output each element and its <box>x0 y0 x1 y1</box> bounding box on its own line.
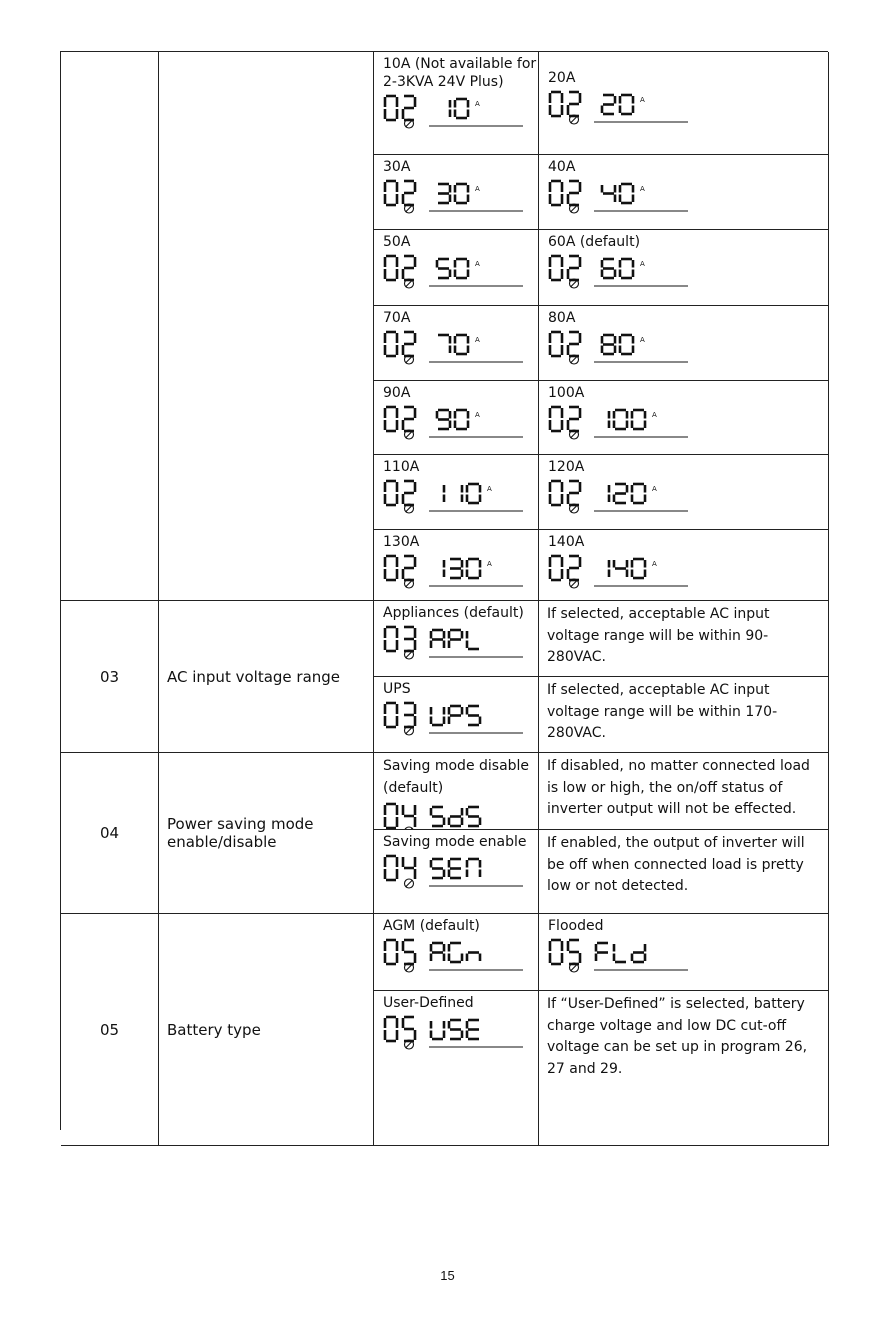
lcd-display <box>548 478 698 514</box>
lcd-value-digit <box>632 484 645 503</box>
lcd-program-digit <box>403 96 415 120</box>
lcd-value-digit <box>455 99 468 118</box>
page-number: 15 <box>440 1268 455 1283</box>
lcd-display <box>383 853 533 889</box>
lcd-program-digit <box>403 940 415 964</box>
lcd-value-digit <box>455 184 468 203</box>
lcd-program-digit <box>550 481 562 505</box>
option-cell <box>539 306 829 381</box>
lcd-unit: A <box>475 260 480 268</box>
lcd-program-digit <box>550 332 562 356</box>
program-description: Battery type <box>159 914 374 1146</box>
lcd-program-digit <box>568 407 580 431</box>
lcd-program-digit <box>385 703 397 727</box>
lcd-program-digit <box>403 256 415 280</box>
option-cell <box>374 530 539 601</box>
option-cell <box>539 230 829 306</box>
lcd-value-digit <box>431 859 444 878</box>
lcd-program-digit <box>568 181 580 205</box>
option-label: 20A <box>548 70 576 86</box>
option-label: Saving mode enable <box>383 834 527 850</box>
lcd-value-digit <box>620 95 633 114</box>
row-number-cell <box>61 52 159 601</box>
lcd-value-digit <box>632 944 645 962</box>
option-cell <box>374 677 539 753</box>
lcd-program-digit <box>403 332 415 356</box>
option-label: Flooded <box>548 918 604 934</box>
lcd-program-digit <box>385 1017 397 1041</box>
lcd-program-digit <box>385 96 397 120</box>
lcd-value-digit <box>431 707 444 725</box>
lcd-unit: A <box>475 185 480 193</box>
lcd-unit: A <box>640 336 645 344</box>
lcd-value-digit <box>467 953 480 962</box>
lcd-display <box>383 478 533 514</box>
lcd-value-digit <box>467 631 479 649</box>
lcd-program-digit <box>385 481 397 505</box>
option-label: 110A <box>383 459 420 475</box>
lcd-value-digit <box>467 859 480 877</box>
lcd-value-digit <box>449 1020 462 1039</box>
lcd-program-digit <box>403 1017 415 1041</box>
lcd-value-digit <box>614 560 627 577</box>
option-label: 140A <box>548 534 585 550</box>
lcd-value-digit <box>467 1020 479 1039</box>
lcd-display <box>383 801 533 830</box>
lcd-value-digit <box>437 410 450 429</box>
lcd-program-digit <box>568 256 580 280</box>
lcd-value-digit <box>620 259 633 278</box>
option-label: 70A <box>383 310 411 326</box>
lcd-program-digit <box>385 804 397 828</box>
lcd-value-digit <box>455 259 468 278</box>
lcd-program-digit <box>550 92 562 116</box>
option-cell <box>374 455 539 530</box>
lcd-display <box>548 89 698 125</box>
option-label: 100A <box>548 385 585 401</box>
program-number: 05 <box>61 914 159 1146</box>
lcd-value-digit <box>596 943 608 961</box>
option-cell <box>374 155 539 230</box>
lcd-value-digit <box>449 630 462 648</box>
option-label: Saving mode disable (default) <box>383 758 530 796</box>
lcd-program-digit <box>403 556 415 580</box>
lcd-value-digit <box>431 630 444 648</box>
option-note: If selected, acceptable AC input voltage range will be within 170-280VAC. <box>539 677 829 753</box>
lcd-value-digit <box>431 807 444 826</box>
lcd-value-digit <box>449 808 462 826</box>
lcd-unit: A <box>487 485 492 493</box>
option-label: 30A <box>383 159 411 175</box>
program-number: 03 <box>61 601 159 753</box>
option-cell <box>539 914 829 991</box>
lcd-program-digit <box>385 407 397 431</box>
lcd-value-digit <box>438 184 450 203</box>
option-note: If disabled, no matter connected load is low or high, the on/off status of inverter output will not be effected. <box>539 753 829 830</box>
option-cell <box>374 381 539 455</box>
option-cell <box>374 991 539 1146</box>
lcd-unit: A <box>652 485 657 493</box>
option-cell <box>374 601 539 677</box>
lcd-program-digit <box>550 940 562 964</box>
option-label: 40A <box>548 159 576 175</box>
option-note: If “User-Defined” is selected, battery charge voltage and low DC cut-off voltage can be set up in program 26, 27 and 29. <box>539 991 829 1146</box>
option-label: AGM (default) <box>383 918 480 934</box>
option-cell <box>374 52 539 155</box>
option-label: 60A (default) <box>548 234 641 250</box>
option-note: If selected, acceptable AC input voltage range will be within 90-280VAC. <box>539 601 829 677</box>
lcd-program-digit <box>403 181 415 205</box>
lcd-value-digit <box>620 335 633 354</box>
option-cell <box>539 381 829 455</box>
lcd-program-digit <box>550 556 562 580</box>
lcd-program-digit <box>568 332 580 356</box>
lcd-display <box>548 937 698 973</box>
row-description-cell <box>159 52 374 601</box>
lcd-value-digit <box>449 943 462 962</box>
lcd-unit: A <box>652 560 657 568</box>
option-cell <box>539 52 829 155</box>
lcd-program-digit <box>404 627 415 651</box>
option-cell <box>539 155 829 230</box>
lcd-program-digit <box>568 481 580 505</box>
option-label: 80A <box>548 310 576 326</box>
lcd-value-digit <box>467 706 480 725</box>
lcd-unit: A <box>475 411 480 419</box>
lcd-display <box>548 553 698 589</box>
option-label: 90A <box>383 385 411 401</box>
option-label: 130A <box>383 534 420 550</box>
lcd-display <box>383 253 533 289</box>
lcd-value-digit <box>467 559 480 578</box>
lcd-value-digit <box>431 943 444 961</box>
lcd-unit: A <box>652 411 657 419</box>
lcd-value-digit <box>614 484 627 503</box>
option-cell <box>374 914 539 991</box>
lcd-unit: A <box>640 185 645 193</box>
lcd-unit: A <box>475 336 480 344</box>
option-cell <box>374 230 539 306</box>
lcd-program-digit <box>404 703 415 727</box>
lcd-value-digit <box>449 706 462 724</box>
lcd-value-digit <box>431 1021 444 1039</box>
lcd-unit: A <box>487 560 492 568</box>
lcd-value-digit <box>455 410 468 429</box>
settings-table <box>60 51 828 1130</box>
lcd-display <box>383 700 533 736</box>
lcd-program-digit <box>403 857 415 879</box>
option-label: 10A (Not available for 2-3KVA 24V Plus) <box>383 56 537 90</box>
wrench-icon <box>405 879 414 888</box>
lcd-display <box>548 178 698 214</box>
lcd-program-digit <box>568 92 580 116</box>
lcd-program-digit <box>568 940 580 964</box>
option-label: 120A <box>548 459 585 475</box>
lcd-program-digit <box>568 556 580 580</box>
option-label: Appliances (default) <box>383 605 524 621</box>
lcd-value-digit <box>467 807 480 826</box>
lcd-value-digit <box>602 259 615 278</box>
lcd-display <box>548 329 698 365</box>
lcd-unit: A <box>640 96 645 104</box>
lcd-display <box>383 178 533 214</box>
lcd-program-digit <box>550 181 562 205</box>
lcd-display <box>548 404 698 440</box>
lcd-program-digit <box>385 256 397 280</box>
lcd-program-digit <box>385 627 397 651</box>
lcd-display <box>383 329 533 365</box>
lcd-program-digit <box>385 940 397 964</box>
lcd-program-digit <box>403 407 415 431</box>
lcd-display <box>383 937 533 973</box>
lcd-value-digit <box>438 335 450 353</box>
lcd-value-digit <box>602 95 615 114</box>
lcd-display <box>383 624 533 660</box>
option-cell <box>374 306 539 381</box>
option-note: If enabled, the output of inverter will be off when connected load is pretty low or not detected. <box>539 830 829 914</box>
option-label: 50A <box>383 234 411 250</box>
lcd-value-digit <box>450 559 462 578</box>
lcd-unit: A <box>640 260 645 268</box>
lcd-display <box>548 253 698 289</box>
program-description: Power saving mode enable/disable <box>159 753 374 914</box>
lcd-value-digit <box>620 184 633 203</box>
lcd-value-digit <box>614 944 626 962</box>
lcd-display <box>383 404 533 440</box>
lcd-program-digit <box>550 407 562 431</box>
option-label: User-Defined <box>383 995 474 1011</box>
option-cell <box>539 530 829 601</box>
option-cell <box>374 830 539 914</box>
lcd-value-digit <box>632 559 645 578</box>
lcd-value-digit <box>602 335 615 354</box>
option-cell <box>539 455 829 530</box>
lcd-program-digit <box>385 856 397 880</box>
program-number: 04 <box>61 753 159 914</box>
lcd-value-digit <box>455 335 468 354</box>
lcd-value-digit <box>437 259 450 278</box>
option-cell <box>374 753 539 830</box>
lcd-program-digit <box>385 556 397 580</box>
lcd-program-digit <box>403 481 415 505</box>
lcd-value-digit <box>602 185 615 202</box>
lcd-display <box>383 553 533 589</box>
lcd-value-digit <box>467 484 480 503</box>
lcd-value-digit <box>449 859 461 878</box>
lcd-value-digit <box>614 410 627 429</box>
lcd-program-digit <box>550 256 562 280</box>
lcd-unit: A <box>475 100 480 108</box>
lcd-value-digit <box>632 410 645 429</box>
option-label: UPS <box>383 681 411 697</box>
lcd-display <box>383 93 533 129</box>
lcd-program-digit <box>403 805 415 827</box>
lcd-program-digit <box>385 332 397 356</box>
program-description: AC input voltage range <box>159 601 374 753</box>
lcd-display <box>383 1014 533 1050</box>
lcd-program-digit <box>385 181 397 205</box>
